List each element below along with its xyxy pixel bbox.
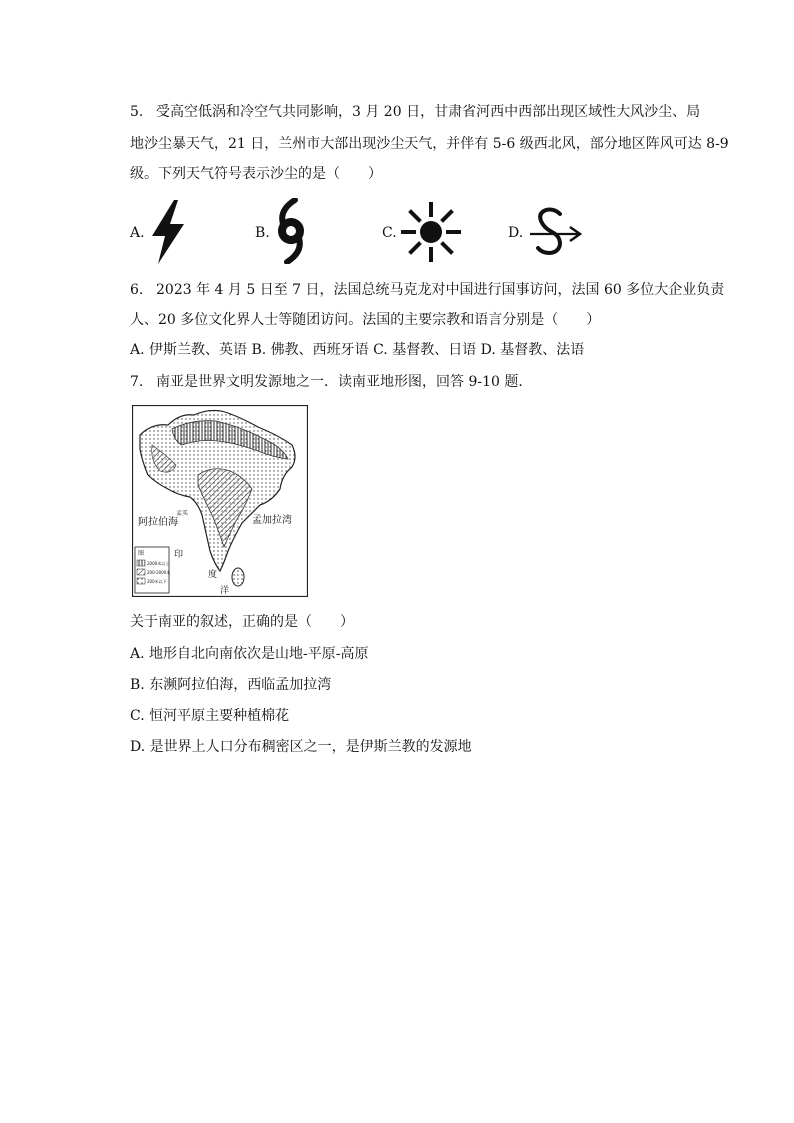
sandstorm-icon [528, 206, 584, 258]
q5-line2: 地沙尘暴天气，21 日，兰州市大部出现沙尘天气，并伴有 5-6 级西北风，部分地区阵风可达 8-9 [130, 136, 729, 152]
lightning-icon [148, 200, 188, 264]
q7-option-b[interactable]: B. 东濒阿拉伯海，西临孟加拉湾 [130, 677, 332, 693]
q5-line3: 级。下列天气符号表示沙尘的是（ ） [130, 166, 382, 182]
q5-option-c-label: C. [382, 225, 397, 241]
legend-item-3: 200米以下 [147, 579, 167, 584]
q6-number: 6. [130, 282, 144, 298]
q7-option-a[interactable]: A. 地形自北向南依次是山地-平原-高原 [130, 646, 369, 662]
south-asia-terrain-map [132, 405, 308, 597]
map-legend [135, 547, 170, 593]
q6-options: A. 伊斯兰教、英语 B. 佛教、西班牙语 C. 基督教、日语 D. 基督教、法语 [130, 342, 585, 358]
q7-question: 关于南亚的叙述，正确的是（ ） [130, 614, 354, 630]
q5-line1 [130, 102, 700, 122]
q5-options [130, 198, 650, 268]
map-label-indian-ocean-3: 洋 [220, 586, 230, 596]
q7-number: 7. [130, 374, 144, 390]
q6-line2: 人、20 多位文化界人士等随团访问。法国的主要宗教和语言分别是（ ） [130, 312, 601, 328]
map-label-indian-ocean-1: 印 [174, 550, 184, 560]
q7-line1 [130, 372, 532, 392]
legend-title: 图 [138, 550, 145, 557]
map-label-indian-ocean-2: 度 [208, 570, 218, 580]
q7-option-d[interactable]: D. 是世界上人口分布稠密区之一，是伊斯兰教的发源地 [130, 739, 472, 755]
q7-stem: 南亚是世界文明发源地之一．读南亚地形图，回答 9-10 题． [156, 374, 533, 390]
q7-option-c[interactable]: C. 恒河平原主要种植棉花 [130, 708, 290, 724]
map-label-arabian-sea: 阿拉伯海 [138, 517, 178, 528]
q6-line1 [130, 280, 724, 300]
map-label-bay-of-bengal: 孟加拉湾 [252, 515, 292, 526]
legend-item-1: 2000米以上 [147, 561, 170, 566]
q5-number: 5. [130, 104, 144, 120]
sun-icon [400, 202, 462, 262]
q5-text-1: 受高空低涡和冷空气共同影响，3 月 20 日，甘肃省河西中西部出现区域性大风沙尘、局 [156, 104, 701, 120]
legend-item-2: 200-2000米 [147, 570, 171, 575]
q5-option-d-label: D. [508, 225, 524, 241]
typhoon-icon [271, 198, 311, 264]
map-label-mumbai: 孟买 [176, 510, 189, 517]
q5-option-b-label: B. [255, 225, 270, 241]
q6-text-1: 2023 年 4 月 5 日至 7 日，法国总统马克龙对中国进行国事访问，法国 60 多位大企业负责 [156, 282, 725, 298]
q5-option-a-label: A. [130, 225, 145, 241]
